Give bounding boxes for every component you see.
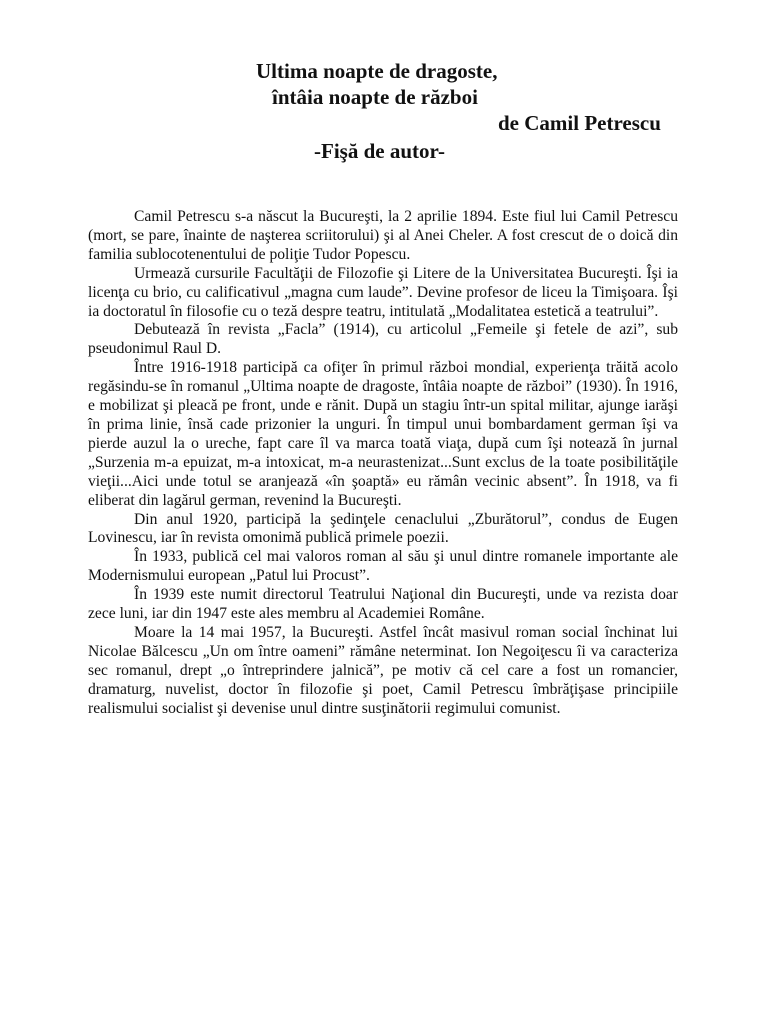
title-line-2: întâia noapte de război — [272, 85, 478, 109]
paragraph-education: Urmează cursurile Facultăţii de Filozofie şi Litere de la Universitatea Bucureşti. Îşi ia licenţa cu brio, cu calificativul „magna cum laude”. Devine profesor de liceu la Timişoara. Îşi ia doctoratul în filosofie cu o teză despre teatru, intitulată „Modalitatea estetică a teatrului”. — [88, 264, 678, 320]
paragraph-birth: Camil Petrescu s-a născut la Bucureşti, la 2 aprilie 1894. Este fiul lui Camil Petrescu (mort, se pare, înainte de naşterea scriitorului) şi al Anei Cheler. A fost crescut de o doică din familia sublocotenentului de poliţie Tudor Popescu. — [88, 208, 678, 263]
subtitle: -Fişă de autor- — [314, 139, 446, 163]
paragraph-theatre: În 1939 este numit directorul Teatrului Naţional din Bucureşti, unde va rezista doar zece luni, iar din 1947 este ales membru al Academiei Române. — [88, 586, 678, 623]
paragraph-procust: În 1933, publică cel mai valoros roman al său şi unul dintre romanele importante ale Modernismului european „Patul lui Procust”. — [88, 548, 678, 585]
paragraph-war: Între 1916-1918 participă ca ofiţer în primul război mondial, experienţa trăită acolo regăsindu-se în romanul „Ultima noapte de dragoste, întâia noapte de război” (1930). În 1916, e mobilizat şi pleacă pe front, unde e rănit. După un stagiu într-un spital militar, ajunge iarăşi în prima linie, însă cade prizonier la unguri. În timpul unui bombardament german îşi va pierde auzul la o ureche, fapt care îl va marca toată viaţa, după cum îşi notează în jurnal „Surzenia m-a epuizat, m-a intoxicat, m-a neurastenizat...Sunt exclus de la toate posibilităţile vieţii...Aici unde totul se aranjează «în şoaptă» eu rămân vecinic absent”. În 1918, va fi eliberat din lagărul german, revenind la Bucureşti. — [88, 359, 678, 509]
author-line: de Camil Petrescu — [498, 111, 661, 135]
paragraph-debut: Debutează în revista „Facla” (1914), cu articolul „Femeile şi fetele de azi”, sub pseudonimul Raul D. — [88, 321, 678, 358]
body-text — [88, 208, 678, 718]
title-line-1: Ultima noapte de dragoste, — [256, 59, 498, 83]
paragraph-zburatorul: Din anul 1920, participă la şedinţele cenaclului „Zburătorul”, condus de Eugen Lovinescu, iar în revista omonimă publică primele poezii. — [88, 510, 678, 547]
paragraph-death: Moare la 14 mai 1957, la Bucureşti. Astfel încât masivul roman social închinat lui Nicolae Bălcescu „Un om între oameni” rămâne neterminat. Ion Negoiţescu îi va caracteriza sec romanul, drept „o întreprindere jalnică”, pe motiv că cel care a fost un romancier, dramaturg, nuvelist, doctor în filozofie şi poet, Camil Petrescu îmbrăţişase principiile realismului socialist şi devenise unul dintre susţinătorii regimului comunist. — [88, 623, 678, 717]
